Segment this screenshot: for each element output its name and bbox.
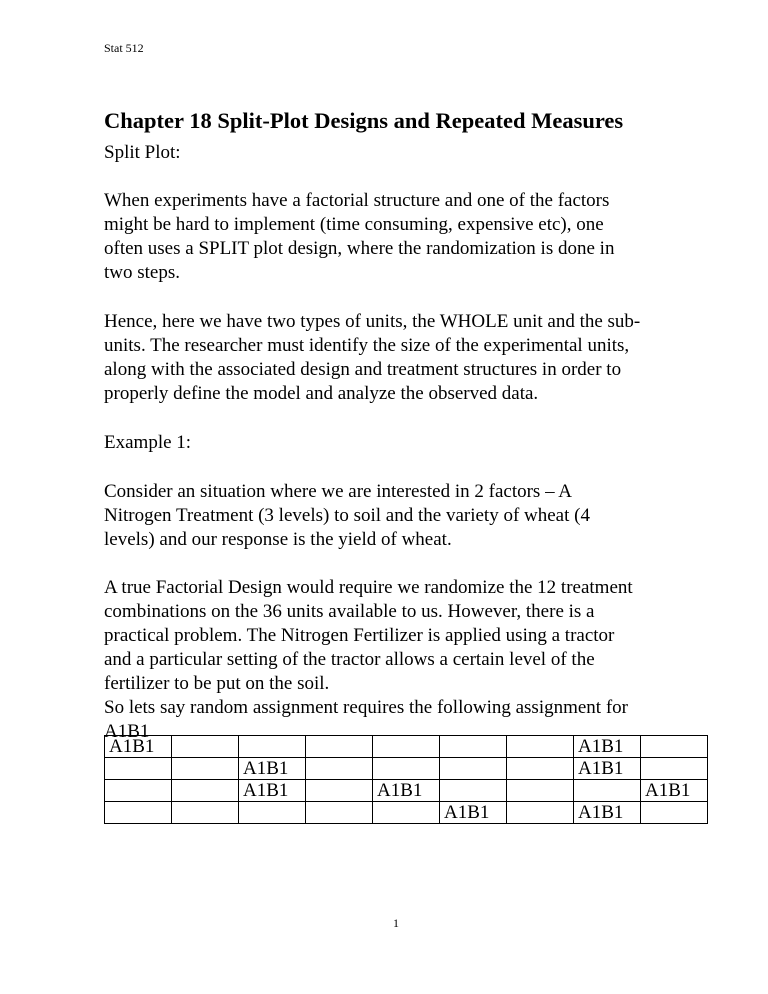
grid-cell: [172, 758, 239, 780]
units-line: along with the associated design and treatment structures in order to: [104, 359, 622, 380]
intro-line: When experiments have a factorial structure and one of the factors: [104, 190, 610, 211]
page-number: 1: [393, 916, 399, 930]
factorial-line: practical problem. The Nitrogen Fertilizer is applied using a tractor: [104, 625, 615, 646]
consider-line: levels) and our response is the yield of wheat.: [104, 529, 452, 550]
grid-cell: [239, 802, 306, 824]
factorial-line: So lets say random assignment requires the following assignment for: [104, 697, 628, 718]
grid-cell: [373, 802, 440, 824]
grid-row: [105, 736, 708, 758]
grid-cell: [306, 758, 373, 780]
grid-cell: [507, 758, 574, 780]
grid-cell: [574, 780, 641, 802]
grid-cell: [306, 736, 373, 758]
grid-cell: A1B1: [440, 802, 507, 824]
factorial-paragraph: [104, 576, 704, 744]
chapter-title: Chapter 18 Split-Plot Designs and Repeated Measures: [104, 108, 624, 133]
grid-cell: [373, 758, 440, 780]
intro-line: two steps.: [104, 262, 180, 283]
grid-cell: [306, 780, 373, 802]
grid-row: [105, 758, 708, 780]
grid-cell: [306, 802, 373, 824]
consider-paragraph: [104, 480, 704, 552]
grid-cell: [440, 758, 507, 780]
grid-cell: [172, 780, 239, 802]
grid-cell: A1B1: [574, 802, 641, 824]
grid-cell: [507, 736, 574, 758]
factorial-line: A1B1: [104, 721, 150, 742]
grid-cell: A1B1: [574, 758, 641, 780]
grid-cell: [507, 780, 574, 802]
grid-cell: A1B1: [373, 780, 440, 802]
units-line: Hence, here we have two types of units, the WHOLE unit and the sub-: [104, 311, 641, 332]
grid-cell: [440, 780, 507, 802]
grid-cell: [641, 758, 708, 780]
assignment-grid: [104, 735, 708, 824]
grid-cell: [440, 736, 507, 758]
grid-cell: [172, 736, 239, 758]
factorial-line: A true Factorial Design would require we randomize the 12 treatment: [104, 577, 633, 598]
consider-line: Nitrogen Treatment (3 levels) to soil and the variety of wheat (4: [104, 505, 590, 526]
grid-cell: [105, 780, 172, 802]
units-paragraph: [104, 310, 704, 406]
units-line: units. The researcher must identify the size of the experimental units,: [104, 335, 630, 356]
grid-cell: A1B1: [239, 758, 306, 780]
intro-paragraph: [104, 189, 704, 285]
grid-cell: A1B1: [641, 780, 708, 802]
grid-cell: A1B1: [574, 736, 641, 758]
grid-cell: A1B1: [105, 736, 172, 758]
section-subhead: Split Plot:: [104, 142, 181, 163]
grid-row: [105, 802, 708, 824]
grid-cell: [373, 736, 440, 758]
intro-line: might be hard to implement (time consuming, expensive etc), one: [104, 214, 604, 235]
grid-cell: [105, 758, 172, 780]
intro-line: often uses a SPLIT plot design, where the randomization is done in: [104, 238, 615, 259]
grid-row: [105, 780, 708, 802]
page-header: Stat 512: [104, 41, 144, 55]
grid-cell: A1B1: [239, 780, 306, 802]
units-line: properly define the model and analyze the observed data.: [104, 383, 539, 404]
factorial-line: and a particular setting of the tractor allows a certain level of the: [104, 649, 595, 670]
grid-cell: [105, 802, 172, 824]
factorial-line: fertilizer to be put on the soil.: [104, 673, 330, 694]
factorial-line: combinations on the 36 units available to us. However, there is a: [104, 601, 595, 622]
grid-cell: [239, 736, 306, 758]
grid-cell: [641, 802, 708, 824]
grid-cell: [641, 736, 708, 758]
grid-cell: [507, 802, 574, 824]
consider-line: Consider an situation where we are interested in 2 factors – A: [104, 481, 572, 502]
grid-cell: [172, 802, 239, 824]
example-label: Example 1:: [104, 432, 192, 453]
